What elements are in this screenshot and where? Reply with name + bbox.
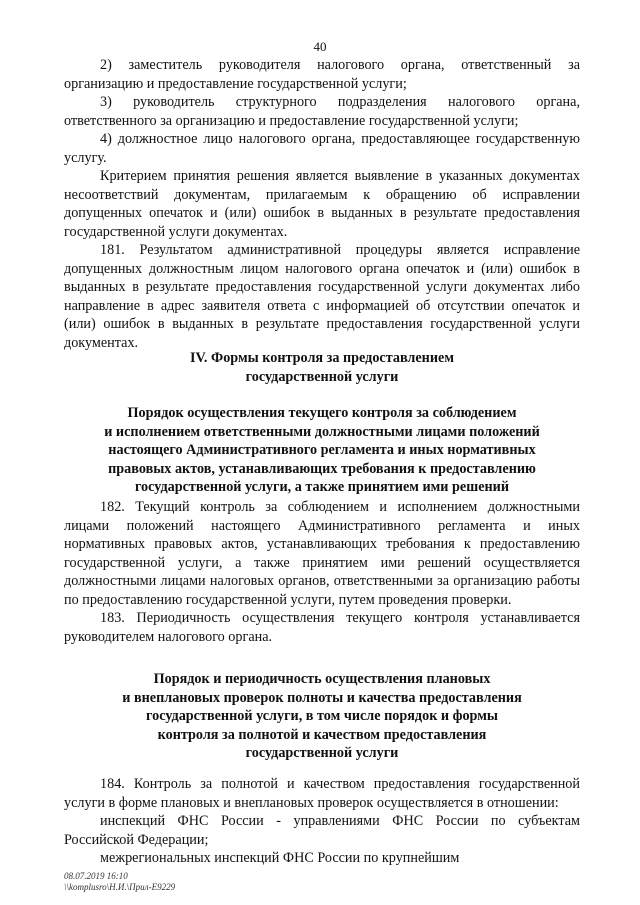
paragraph: Критерием принятия решения является выявление в указанных документах несоответствий документам, прилагаемым к обращению об исправлении допущенных опечаток и (или) ошибок в выданных в результате предоставления государственной услуги документах. bbox=[64, 168, 580, 240]
text-block-1 bbox=[64, 56, 580, 352]
heading-line: настоящего Административного регламента и иных нормативных bbox=[108, 442, 536, 458]
paragraph: 4) должностное лицо налогового органа, предоставляющее государственную услугу. bbox=[64, 131, 580, 166]
heading-line: IV. Формы контроля за предоставлением bbox=[189, 350, 454, 366]
paragraph: 2) заместитель руководителя налогового органа, ответственный за организацию и предоставление государственной услуги; bbox=[64, 57, 580, 92]
heading-line: Порядок осуществления текущего контроля за соблюдением bbox=[127, 405, 517, 421]
text-block-2 bbox=[64, 498, 580, 646]
paragraph: инспекций ФНС России - управлениями ФНС России по субъектам Российской Федерации; bbox=[64, 813, 580, 848]
section-heading-iv bbox=[64, 349, 580, 386]
footer-timestamp: 08.07.2019 16:10 bbox=[64, 871, 128, 881]
footer-file-path: \\komplusro\Н.И.\Прил-Е9229 bbox=[64, 882, 176, 892]
print-footer bbox=[64, 871, 175, 893]
paragraph: межрегиональных инспекций ФНС России по крупнейшим bbox=[100, 850, 460, 866]
heading-line: государственной услуги bbox=[245, 368, 399, 385]
heading-line: Порядок и периодичность осуществления плановых bbox=[153, 671, 491, 687]
heading-line: и исполнением ответственными должностными лицами положений bbox=[104, 423, 540, 440]
heading-line: государственной услуги bbox=[245, 745, 399, 761]
paragraph: 3) руководитель структурного подразделения налогового органа, ответственного за организацию и предоставление государственной услуги; bbox=[64, 94, 580, 129]
heading-line: государственной услуги, в том числе порядок и формы bbox=[146, 708, 498, 724]
paragraph-181: 181. Результатом административной процедуры является исправление допущенных должностным лицом налогового органа опечаток и (или) ошибок в выданных в результате предоставления государственной услуги документах либо направление в адрес заявителя ответа с информацией об отсутствии опечаток и (или) ошибок в выданных в результате предоставления государственной услуги документах. bbox=[64, 242, 580, 351]
heading-line: контроля за полнотой и качеством предоставления bbox=[157, 726, 487, 743]
page-number: 40 bbox=[313, 39, 327, 54]
subheading-current-control bbox=[64, 404, 580, 497]
heading-line: государственной услуги, а также принятием ими решений bbox=[134, 479, 510, 495]
heading-line: и внеплановых проверок полноты и качества предоставления bbox=[122, 689, 522, 706]
paragraph-184: 184. Контроль за полнотой и качеством предоставления государственной услуги в форме плановых и внеплановых проверок осуществляется в отношении: bbox=[64, 776, 580, 811]
text-block-3 bbox=[64, 775, 580, 868]
subheading-inspections bbox=[64, 670, 580, 763]
paragraph-182: 182. Текущий контроль за соблюдением и исполнением должностными лицами положений настоящего Административного регламента и иных нормативных правовых актов, устанавливающих требования к предоставлению государственной услуги, а также принятием ими решений осуществляется должностными лицами налоговых органов, ответственными за организацию работы по предоставлению государственной услуги, путем проведения проверки. bbox=[64, 499, 580, 608]
heading-line: правовых актов, устанавливающих требования к предоставлению bbox=[108, 460, 536, 477]
paragraph-183: 183. Периодичность осуществления текущего контроля устанавливается руководителем налогового органа. bbox=[64, 610, 580, 645]
